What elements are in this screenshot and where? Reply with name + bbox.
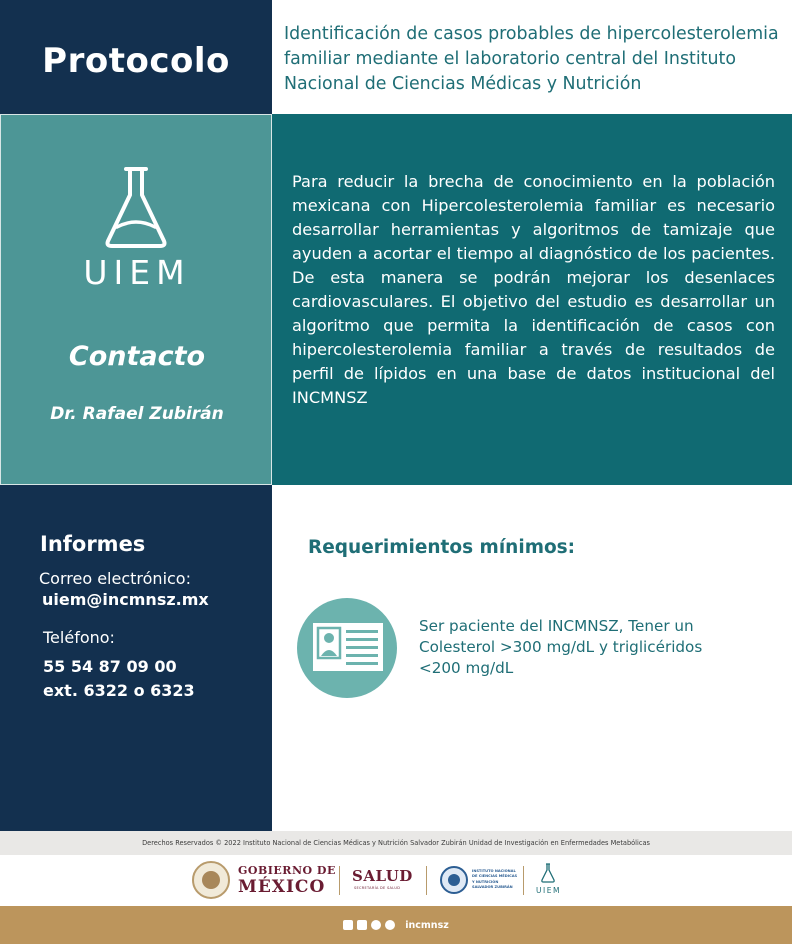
youtube-icon[interactable]: [385, 920, 395, 930]
study-description: Para reducir la brecha de conocimiento en la población mexicana con Hipercolesterolemia familiar es necesario desarrollar herramientas y algoritmos de tamizaje que ayuden a acortar el tiempo al diagnóstico de los pacientes. De esta manera se podrán mejorar los desenlaces cardiovasculares. El objetivo del estudio es desarrollar un algoritmo que permita la identificación de casos con hipercolesterolemia familiar a través de resultados de perfil de lípidos en una base de datos institucional del INCMNSZ: [292, 172, 775, 407]
description-panel: [272, 114, 792, 485]
instagram-icon[interactable]: [371, 920, 381, 930]
facebook-icon[interactable]: [343, 920, 353, 930]
informes-title: Informes: [40, 532, 146, 556]
email-label: Correo electrónico:: [39, 569, 191, 588]
gobierno-logo-line2: MÉXICO: [238, 877, 326, 897]
copyright-bar: [0, 831, 792, 855]
informes-panel: [0, 485, 272, 831]
social-handle[interactable]: incmnsz: [405, 919, 449, 931]
logo-divider: [339, 866, 340, 895]
logos-row: [0, 855, 792, 906]
protocol-header: [0, 0, 272, 114]
contact-title: Contacto: [68, 341, 206, 372]
gobierno-logo-line1: GOBIERNO DE: [238, 864, 336, 877]
mexico-seal-icon: [192, 861, 230, 899]
copyright-text: Derechos Reservados © 2022 Instituto Nacional de Ciencias Médicas y Nutrición Salvador Zubirán Unidad de Investigación en Enfermedades Metabólicas: [142, 839, 650, 847]
study-title: Identificación de casos probables de hipercolesterolemia familiar mediante el laboratorio central del Instituto Nacional de Ciencias Médicas y Nutrición: [284, 24, 779, 94]
phone-label: Teléfono:: [43, 628, 115, 647]
phone-extension: ext. 6322 o 6323: [43, 681, 195, 700]
uiem-footer-logo: UIEM: [536, 886, 561, 895]
requirements-text: Ser paciente del INCMNSZ, Tener un Colesterol >300 mg/dL y triglicéridos <200 mg/dL: [419, 617, 703, 677]
logo-divider: [523, 866, 524, 895]
contact-panel: [0, 114, 272, 485]
section-title: Protocolo: [42, 41, 230, 81]
flask-icon: [104, 165, 168, 249]
institute-logo-text: INSTITUTO NACIONAL DE CIENCIAS MÉDICAS Y NUTRICIÓN SALVADOR ZUBIRÁN: [472, 869, 518, 890]
uiem-flask-icon: [541, 863, 555, 883]
id-card-icon: [297, 598, 397, 698]
social-bar: [0, 906, 792, 944]
email-link[interactable]: uiem@incmnsz.mx: [42, 590, 209, 609]
logo-divider: [426, 866, 427, 895]
salud-logo-subtitle: SECRETARÍA DE SALUD: [354, 886, 401, 890]
institute-seal-icon: [440, 866, 468, 894]
requirements-title: Requerimientos mínimos:: [308, 537, 576, 558]
twitter-icon[interactable]: [357, 920, 367, 930]
phone-number: 55 54 87 09 00: [43, 657, 177, 676]
salud-logo: SALUD: [352, 867, 413, 885]
contact-name: Dr. Rafael Zubirán: [50, 404, 224, 424]
uiem-logo-text: UIEM: [83, 253, 191, 292]
